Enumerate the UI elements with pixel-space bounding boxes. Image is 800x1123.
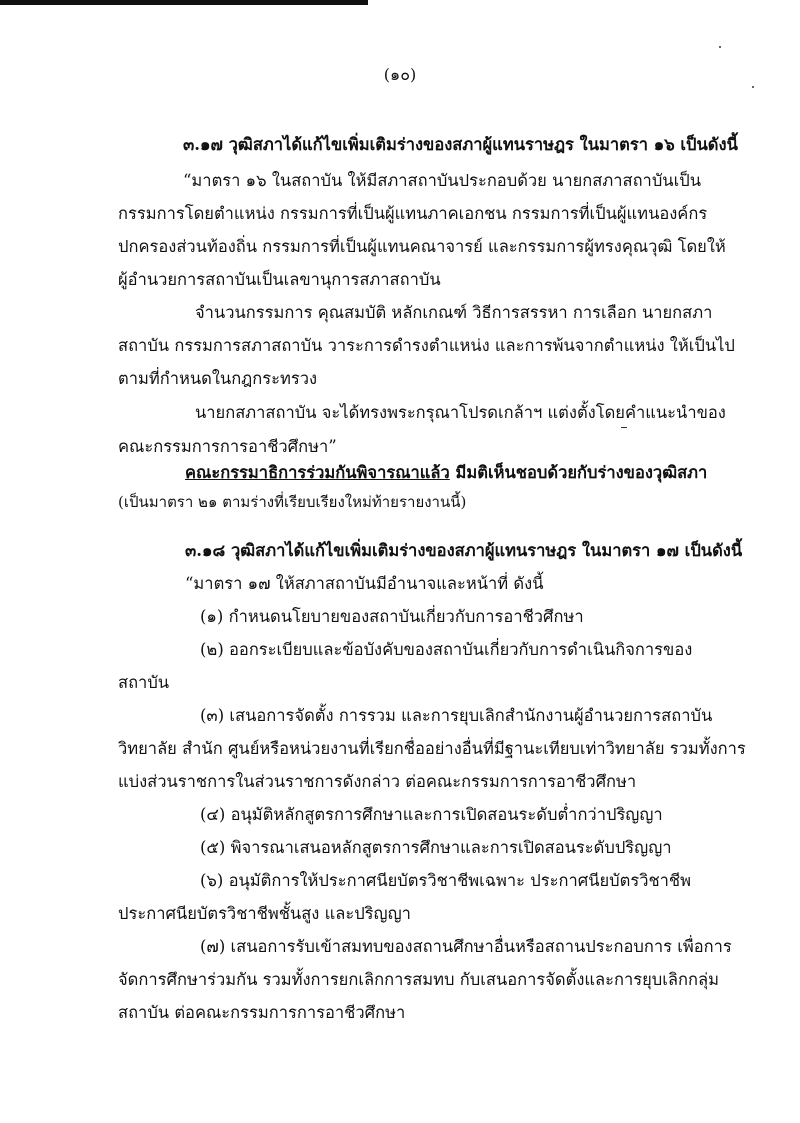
committee-resolution-text: มีมติเห็นชอบด้วยกับร่างของวุฒิสภา	[449, 463, 708, 482]
item-5: (๕) พิจารณาเสนอหลักสูตรการศึกษาและการเปิดสอนระดับปริญญา	[200, 838, 672, 857]
section-317-para3-line1: นายกสภาสถาบัน จะได้ทรงพระกรุณาโปรดเกล้าฯ แต่งตั้งโดยคำแนะนำของ	[195, 403, 726, 422]
section-317-para1-line3: ปกครองส่วนท้องถิ่น กรรมการที่เป็นผู้แทนคณาจารย์ และกรรมการผู้ทรงคุณวุฒิ โดยให้	[118, 237, 726, 256]
item-3-line1: (๓) เสนอการจัดตั้ง การรวม และการยุบเลิกสำนักงานผู้อำนวยการสถาบัน	[200, 706, 713, 725]
section-317-para1-line2: กรรมการโดยตำแหน่ง กรรมการที่เป็นผู้แทนภาคเอกชน กรรมการที่เป็นผู้แทนองค์กร	[118, 204, 708, 223]
item-7-line1: (๗) เสนอการรับเข้าสมทบของสถานศึกษาอื่นหรือสถานประกอบการ เพื่อการ	[200, 937, 732, 956]
scan-speck	[752, 86, 754, 88]
section-317-para2-line3: ตามที่กำหนดในกฎกระทรวง	[118, 369, 318, 388]
scan-mark	[621, 427, 627, 428]
item-4: (๔) อนุมัติหลักสูตรการศึกษาและการเปิดสอนระดับต่ำกว่าปริญญา	[200, 805, 663, 824]
section-317-para3-line2: คณะกรรมการการอาชีวศึกษา”	[118, 437, 337, 456]
item-7-line3: สถาบัน ต่อคณะกรรมการการอาชีวศึกษา	[118, 1003, 406, 1022]
committee-resolution	[185, 462, 707, 484]
committee-label: คณะกรรมาธิการร่วมกันพิจารณาแล้ว	[185, 463, 450, 482]
section-317-para2-line1: จำนวนกรรมการ คุณสมบัติ หลักเกณฑ์ วิธีการสรรหา การเลือก นายกสภา	[195, 303, 713, 322]
item-1: (๑) กำหนดนโยบายของสถาบันเกี่ยวกับการอาชีวศึกษา	[200, 607, 584, 626]
item-6-line2: ประกาศนียบัตรวิชาชีพชั้นสูง และปริญญา	[118, 904, 411, 923]
section-317-para1-line1: “มาตรา ๑๖ ในสถาบัน ให้มีสภาสถาบันประกอบด้วย นายกสภาสถาบันเป็น	[183, 171, 701, 190]
scan-speck	[719, 46, 721, 48]
page-number: (๑๐)	[383, 65, 417, 84]
renumbering-note: (เป็นมาตรา ๒๑ ตามร่างที่เรียบเรียงใหม่ท้ายรายงานนี้)	[118, 493, 467, 511]
item-2-line2: สถาบัน	[118, 673, 170, 692]
item-3-line3: แบ่งส่วนราชการในส่วนราชการดังกล่าว ต่อคณะกรรมการการอาชีวศึกษา	[118, 772, 637, 791]
section-318-heading: ๓.๑๘ วุฒิสภาได้แก้ไขเพิ่มเติมร่างของสภาผู้แทนราษฎร ในมาตรา ๑๗ เป็นดังนี้	[185, 541, 743, 560]
item-3-line2: วิทยาลัย สำนัก ศูนย์หรือหน่วยงานที่เรียกชื่ออย่างอื่นที่มีฐานะเทียบเท่าวิทยาลัย รวมทั้งการ	[118, 739, 746, 758]
section-318-intro: “มาตรา ๑๗ ให้สภาสถาบันมีอำนาจและหน้าที่ ดังนี้	[185, 574, 544, 593]
top-rule	[0, 0, 368, 5]
item-2-line1: (๒) ออกระเบียบและข้อบังคับของสถาบันเกี่ยวกับการดำเนินกิจการของ	[200, 640, 693, 659]
item-7-line2: จัดการศึกษาร่วมกัน รวมทั้งการยกเลิกการสมทบ กับเสนอการจัดตั้งและการยุบเลิกกลุ่ม	[118, 970, 719, 989]
section-317-heading: ๓.๑๗ วุฒิสภาได้แก้ไขเพิ่มเติมร่างของสภาผู้แทนราษฎร ในมาตรา ๑๖ เป็นดังนี้	[183, 135, 738, 154]
section-317-para2-line2: สถาบัน กรรมการสภาสถาบัน วาระการดำรงตำแหน่ง และการพ้นจากตำแหน่ง ให้เป็นไป	[118, 336, 735, 355]
item-6-line1: (๖) อนุมัติการให้ประกาศนียบัตรวิชาชีพเฉพาะ ประกาศนียบัตรวิชาชีพ	[200, 871, 692, 890]
section-317-para1-line4: ผู้อำนวยการสถาบันเป็นเลขานุการสภาสถาบัน	[118, 270, 441, 289]
